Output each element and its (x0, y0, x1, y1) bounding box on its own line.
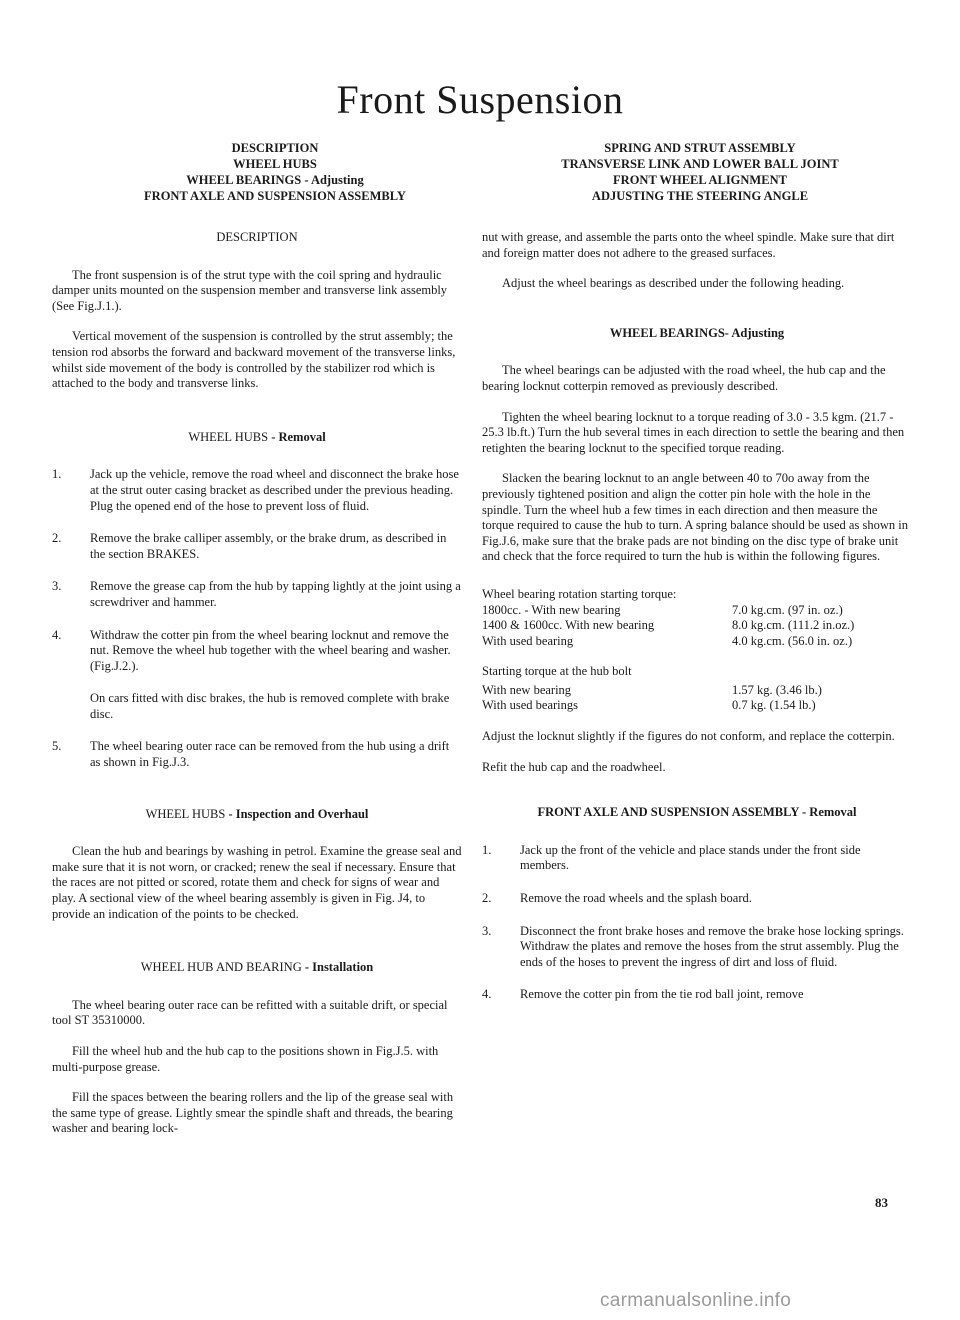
paragraph: On cars fitted with disc brakes, the hub is removed complete with brake disc. (90, 691, 450, 721)
section-heading: WHEEL HUBS - Inspection and Overhaul (145, 806, 369, 821)
contents-list-right (520, 140, 880, 204)
list-item: 4. Withdraw the cotter pin from the wheel bearing locknut and remove the nut. Remove the wheel hub together with the wheel bearing and washer. (Fig.J.2.). (52, 627, 451, 673)
contents-item: SPRING AND STRUT ASSEMBLY (604, 141, 796, 155)
paragraph: Clean the hub and bearings by washing in petrol. Examine the grease seal and make sure that it is not worn, or cracked; renew the seal if necessary. Ensure that the races are not pitted or scored, rotate them and check for signs of wear and play. A sectional view of the wheel bearing assembly is given in Fig. J4, to provide an indication of the points to be checked. (52, 844, 462, 921)
contents-item: WHEEL BEARINGS - Adjusting (186, 173, 364, 187)
list-item: 1. Jack up the front of the vehicle and place stands under the front side members. (482, 842, 861, 873)
paragraph: The wheel bearings can be adjusted with the road wheel, the hub cap and the bearing locknut cotterpin removed as previously described. (482, 363, 886, 393)
paragraph: nut with grease, and assemble the parts onto the wheel spindle. Make sure that dirt and foreign matter does not adhere to the greased surfaces. (482, 230, 895, 260)
page-title: Front Suspension (336, 77, 624, 122)
table-row: 1400 & 1600cc. With new bearing 8.0 kg.cm. (111.2 in.oz.) (482, 618, 855, 633)
left-column (52, 230, 462, 1152)
contents-item: ADJUSTING THE STEERING ANGLE (591, 189, 809, 203)
section-heading: WHEEL HUBS - Removal (188, 429, 326, 444)
section-heading: DESCRIPTION (216, 230, 298, 244)
contents-item: TRANSVERSE LINK AND LOWER BALL JOINT (561, 157, 839, 171)
paragraph: Adjust the wheel bearings as described under the following heading. (502, 276, 845, 291)
hub-bolt-table (482, 664, 912, 714)
hub-bolt-table-heading: Starting torque at the hub bolt (482, 664, 632, 679)
page-number: 83 (875, 1195, 888, 1210)
torque-table (482, 587, 912, 649)
section-heading: WHEEL HUB AND BEARING - Installation (140, 960, 374, 975)
table-row: With used bearings 0.7 kg. (1.54 lb.) (482, 698, 816, 713)
list-item: 4. Remove the cotter pin from the tie rod ball joint, remove (482, 987, 804, 1002)
paragraph: The front suspension is of the strut type with the coil spring and hydraulic damper units mounted on the suspension member and transverse link assembly (See Fig.J.1.). (52, 267, 448, 313)
section-heading: WHEEL BEARINGS- Adjusting (609, 325, 785, 340)
list-item: 3. Remove the grease cap from the hub by tapping lightly at the joint using a screwdriver and hammer. (52, 579, 461, 609)
list-item: 3. Disconnect the front brake hoses and remove the brake hose locking springs. Withdraw the plates and remove the hoses from the strut assembly. Plug the ends of the hoses to prevent the ingress of dirt and loss of fluid. (482, 923, 904, 969)
right-column (482, 230, 912, 1020)
contents-item: FRONT AXLE AND SUSPENSION ASSEMBLY (144, 189, 406, 203)
paragraph: Refit the hub cap and the roadwheel. (482, 759, 666, 774)
paragraph: Fill the wheel hub and the hub cap to the positions shown in Fig.J.5. with multi-purpose grease. (52, 1044, 439, 1074)
list-item: 2. Remove the road wheels and the splash board. (482, 891, 752, 906)
list-item: 5. The wheel bearing outer race can be removed from the hub using a drift as shown in Fig.J.3. (52, 739, 450, 770)
paragraph: Fill the spaces between the bearing rollers and the lip of the grease seal with the same type of grease. Lightly smear the spindle shaft and threads, the bearing washer and bearing lock- (52, 1090, 454, 1136)
contents-list-left (110, 140, 440, 204)
paragraph: Adjust the locknut slightly if the figures do not conform, and replace the cotterpin. (482, 729, 895, 744)
table-row: With used bearing 4.0 kg.cm. (56.0 in. oz.) (482, 633, 853, 648)
contents-item: DESCRIPTION (231, 141, 319, 155)
list-item: 2. Remove the brake calliper assembly, or the brake drum, as described in the section BRAKES. (52, 531, 447, 561)
paragraph: Tighten the wheel bearing locknut to a torque reading of 3.0 - 3.5 kgm. (21.7 - 25.3 lb.ft.) Turn the hub several times in each direction to settle the bearing and then retighten the bearing locknut to the specified torque reading. (482, 409, 905, 455)
watermark: carmanualsonline.info (600, 1290, 792, 1311)
table-row: 1800cc. - With new bearing 7.0 kg.cm. (97 in. oz.) (482, 602, 843, 617)
torque-table-heading: Wheel bearing rotation starting torque: (482, 586, 677, 601)
paragraph: Slacken the bearing locknut to an angle between 40 to 70o away from the previously tightened position and align the cotter pin hole with the hole in the spindle. Turn the wheel hub a few times in each direction and then measure the torque required to cause the hub to turn. A spring balance should be used as shown in Fig.J.6, make sure that the brake pads are not binding on the disc type of brake unit and check that the force required to turn the hub is within the following figures. (482, 471, 908, 564)
paragraph: The wheel bearing outer race can be refitted with a suitable drift, or special tool ST 35310000. (52, 997, 448, 1028)
paragraph: Vertical movement of the suspension is controlled by the strut assembly; the tension rod absorbs the forward and backward movement of the transverse links, whilst side movement of the body is controlled by the stabilizer rod which is attached to the body and transverse links. (52, 329, 456, 391)
contents-item: FRONT WHEEL ALIGNMENT (613, 173, 787, 187)
list-item: 1. Jack up the vehicle, remove the road wheel and disconnect the brake hose at the strut outer casing bracket as described under the previous heading. Plug the opened end of the hose to prevent loss of fluid. (52, 467, 459, 513)
contents-item: WHEEL HUBS (233, 157, 317, 171)
section-heading: FRONT AXLE AND SUSPENSION ASSEMBLY - Removal (537, 805, 857, 820)
table-row: With new bearing 1.57 kg. (3.46 lb.) (482, 682, 822, 697)
